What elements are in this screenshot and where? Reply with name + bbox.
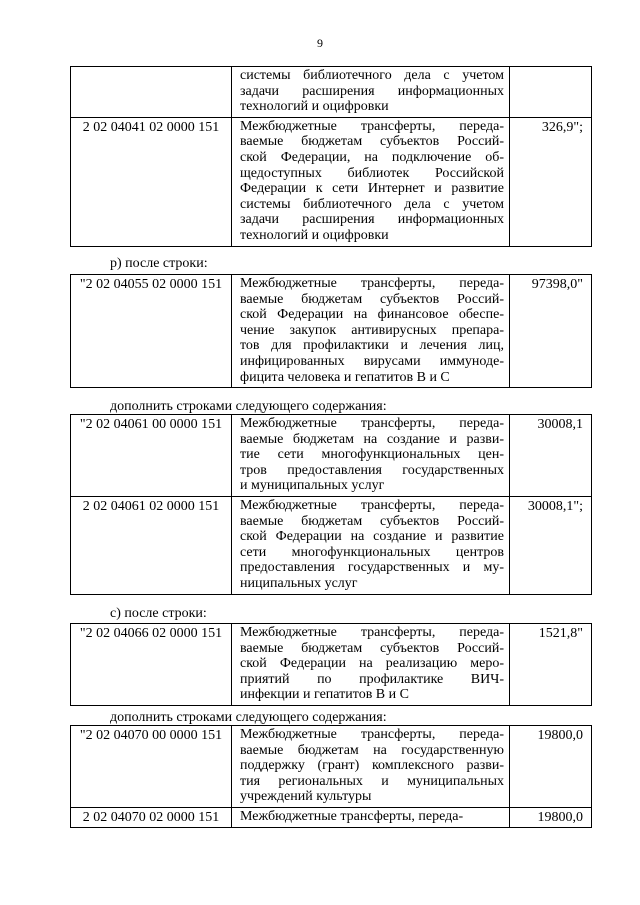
caption-s: с) после строки: <box>110 606 207 621</box>
description-line: Межбюджетные трансферты, переда- <box>240 497 504 513</box>
description-line: ваемые бюджетам на государственную <box>240 742 504 758</box>
amount-cell: 97398,0" <box>510 275 592 388</box>
description-line: Федерации к сети Интернет и развитие <box>240 181 504 197</box>
table-block-1 <box>70 66 592 247</box>
description-line: ской Федерации на финансовое обеспе- <box>240 307 504 323</box>
description-line: технологий и оцифровки <box>240 99 389 115</box>
description-line: ваемые бюджетам субъектов Россий- <box>240 513 504 529</box>
description-line: фицита человека и гепатитов В и С <box>240 369 450 385</box>
description-cell <box>232 117 510 246</box>
table-row <box>71 275 592 388</box>
description-line: тия региональных и муниципальных <box>240 773 504 789</box>
description-line: ниципальных услуг <box>240 575 358 591</box>
table-block-3 <box>70 414 592 595</box>
table-block-2 <box>70 274 592 388</box>
amount-cell: 19800,0 <box>510 807 592 827</box>
amount-cell: 30008,1"; <box>510 496 592 594</box>
description-line: инфицированных вирусами иммуноде- <box>240 353 504 369</box>
description-cell <box>232 67 510 118</box>
description-line: поддержку (грант) комплексного разви- <box>240 758 504 774</box>
description-line: тие сети многофункциональных цен- <box>240 447 504 463</box>
table-row <box>71 67 592 118</box>
table-block-4 <box>70 623 592 706</box>
description-line: чение закупок антивирусных препара- <box>240 322 504 338</box>
table-row <box>71 415 592 497</box>
amount-cell <box>510 67 592 118</box>
description-line: учреждений культуры <box>240 789 372 805</box>
description-line: Межбюджетные трансферты, переда- <box>240 118 504 134</box>
amount-cell: 1521,8" <box>510 624 592 706</box>
amount-cell: 19800,0 <box>510 726 592 808</box>
description-line: ваемые бюджетам на создание и разви- <box>240 431 504 447</box>
description-line: задачи расширения информационных <box>240 83 504 99</box>
description-line: Межбюджетные трансферты, переда- <box>240 416 504 431</box>
amount-cell: 326,9"; <box>510 117 592 246</box>
description-cell <box>232 807 510 827</box>
description-line: технологий и оцифровки <box>240 227 389 243</box>
amount-cell: 30008,1 <box>510 415 592 497</box>
description-cell <box>232 415 510 497</box>
description-line: Межбюджетные трансферты, переда- <box>240 727 504 742</box>
description-line: ской Федерации на реализацию меро- <box>240 656 504 672</box>
description-line: щедоступных библиотек Российской <box>240 165 504 181</box>
description-line: задачи расширения информационных <box>240 212 504 228</box>
description-line: тров предоставления государственных <box>240 462 504 478</box>
budget-code-cell <box>71 67 232 118</box>
caption-add-1: дополнить строками следующего содержания: <box>110 399 387 414</box>
budget-code-cell: "2 02 04061 00 0000 151 <box>71 415 232 497</box>
table-row <box>71 496 592 594</box>
budget-code-cell: "2 02 04066 02 0000 151 <box>71 624 232 706</box>
table-row <box>71 726 592 808</box>
table-block-5 <box>70 725 592 828</box>
description-line: ской Федерации на создание и развитие <box>240 529 504 545</box>
description-cell <box>232 726 510 808</box>
budget-code-cell: "2 02 04055 02 0000 151 <box>71 275 232 388</box>
description-line: ваемые бюджетам субъектов Россий- <box>240 640 504 656</box>
description-line: системы библиотечного дела с учетом <box>240 68 504 83</box>
description-line: Межбюджетные трансферты, переда- <box>240 808 464 824</box>
description-line: ваемые бюджетам субъектов Россий- <box>240 291 504 307</box>
caption-add-2: дополнить строками следующего содержания: <box>110 710 387 725</box>
description-line: Межбюджетные трансферты, переда- <box>240 276 504 291</box>
budget-code-cell: 2 02 04061 02 0000 151 <box>71 496 232 594</box>
description-line: приятий по профилактике ВИЧ- <box>240 671 504 687</box>
description-line: Межбюджетные трансферты, переда- <box>240 625 504 640</box>
caption-r: р) после строки: <box>110 256 208 271</box>
description-line: и муниципальных услуг <box>240 478 385 494</box>
budget-code-cell: 2 02 04041 02 0000 151 <box>71 117 232 246</box>
description-line: предоставления государственных и му- <box>240 560 504 576</box>
page-number: 9 <box>317 36 323 50</box>
table-row <box>71 807 592 827</box>
budget-code-cell: 2 02 04070 02 0000 151 <box>71 807 232 827</box>
budget-code-cell: "2 02 04070 00 0000 151 <box>71 726 232 808</box>
description-line: ской Федерации, на подключение об- <box>240 149 504 165</box>
description-line: сети многофункциональных центров <box>240 544 504 560</box>
description-line: системы библиотечного дела с учетом <box>240 196 504 212</box>
table-row <box>71 624 592 706</box>
description-cell <box>232 624 510 706</box>
description-line: инфекции и гепатитов В и С <box>240 687 409 703</box>
description-cell <box>232 275 510 388</box>
description-line: тов для профилактики и лечения лиц, <box>240 338 504 354</box>
description-cell <box>232 496 510 594</box>
description-line: ваемые бюджетам субъектов Россий- <box>240 134 504 150</box>
table-row <box>71 117 592 246</box>
